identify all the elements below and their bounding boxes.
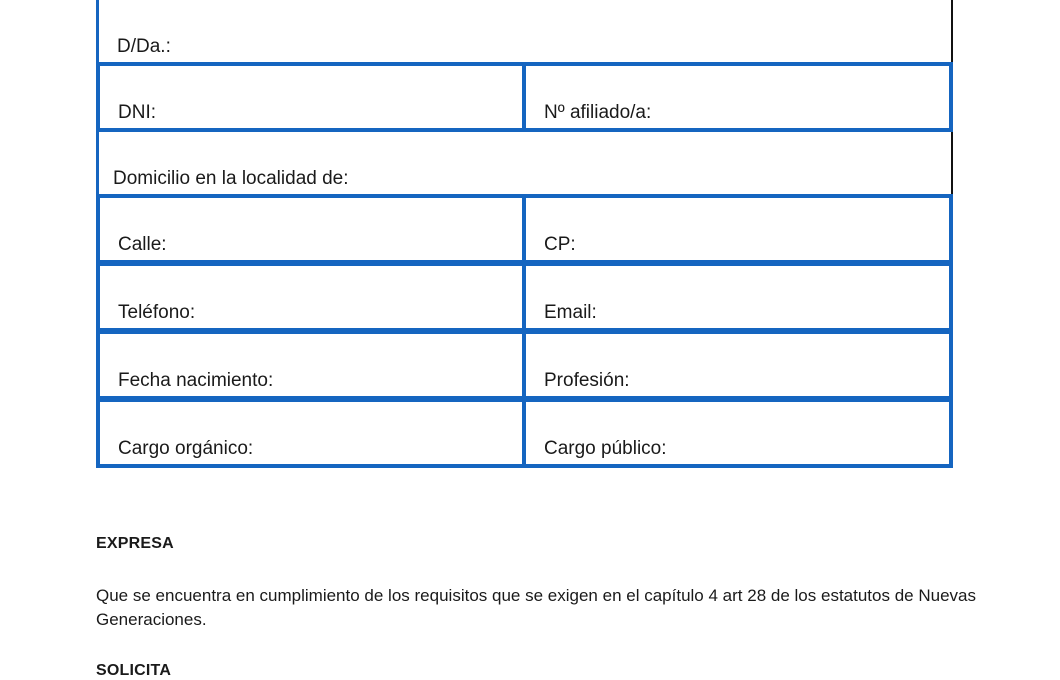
email-label: Email:	[544, 302, 597, 323]
contact-row	[96, 262, 953, 332]
organic-role-field[interactable]	[96, 398, 526, 468]
expresa-paragraph: Que se encuentra en cumplimiento de los requisitos que se exigen en el capítulo 4 art 28 de los estatutos de Nuevas Generaciones.	[96, 586, 976, 629]
street-field[interactable]	[96, 194, 526, 264]
phone-field[interactable]	[96, 262, 526, 332]
organic-role-label: Cargo orgánico:	[118, 438, 254, 459]
locality-label: Domicilio en la localidad de:	[113, 168, 349, 189]
postal-code-label: CP:	[544, 234, 576, 255]
profession-field[interactable]	[522, 330, 953, 400]
street-label: Calle:	[118, 234, 167, 255]
affiliate-number-label: Nº afiliado/a:	[544, 102, 652, 123]
dni-label: DNI:	[118, 102, 156, 123]
postal-code-field[interactable]	[522, 194, 953, 264]
name-label: D/Da.:	[117, 36, 171, 57]
profession-label: Profesión:	[544, 370, 630, 391]
street-row	[96, 194, 953, 264]
public-role-field[interactable]	[522, 398, 953, 468]
name-row	[96, 0, 953, 62]
birthdate-label: Fecha nacimiento:	[118, 370, 274, 391]
birthdate-field[interactable]	[96, 330, 526, 400]
locality-row[interactable]	[96, 132, 953, 194]
public-role-label: Cargo público:	[544, 438, 667, 459]
dni-field[interactable]	[96, 62, 526, 132]
expresa-heading: EXPRESA	[96, 535, 174, 552]
email-field[interactable]	[522, 262, 953, 332]
solicita-heading: SOLICITA	[96, 662, 172, 679]
roles-row	[96, 398, 953, 468]
phone-label: Teléfono:	[118, 302, 196, 323]
dni-row	[96, 62, 953, 132]
birth-profession-row	[96, 330, 953, 400]
affiliate-number-field[interactable]	[522, 62, 953, 132]
